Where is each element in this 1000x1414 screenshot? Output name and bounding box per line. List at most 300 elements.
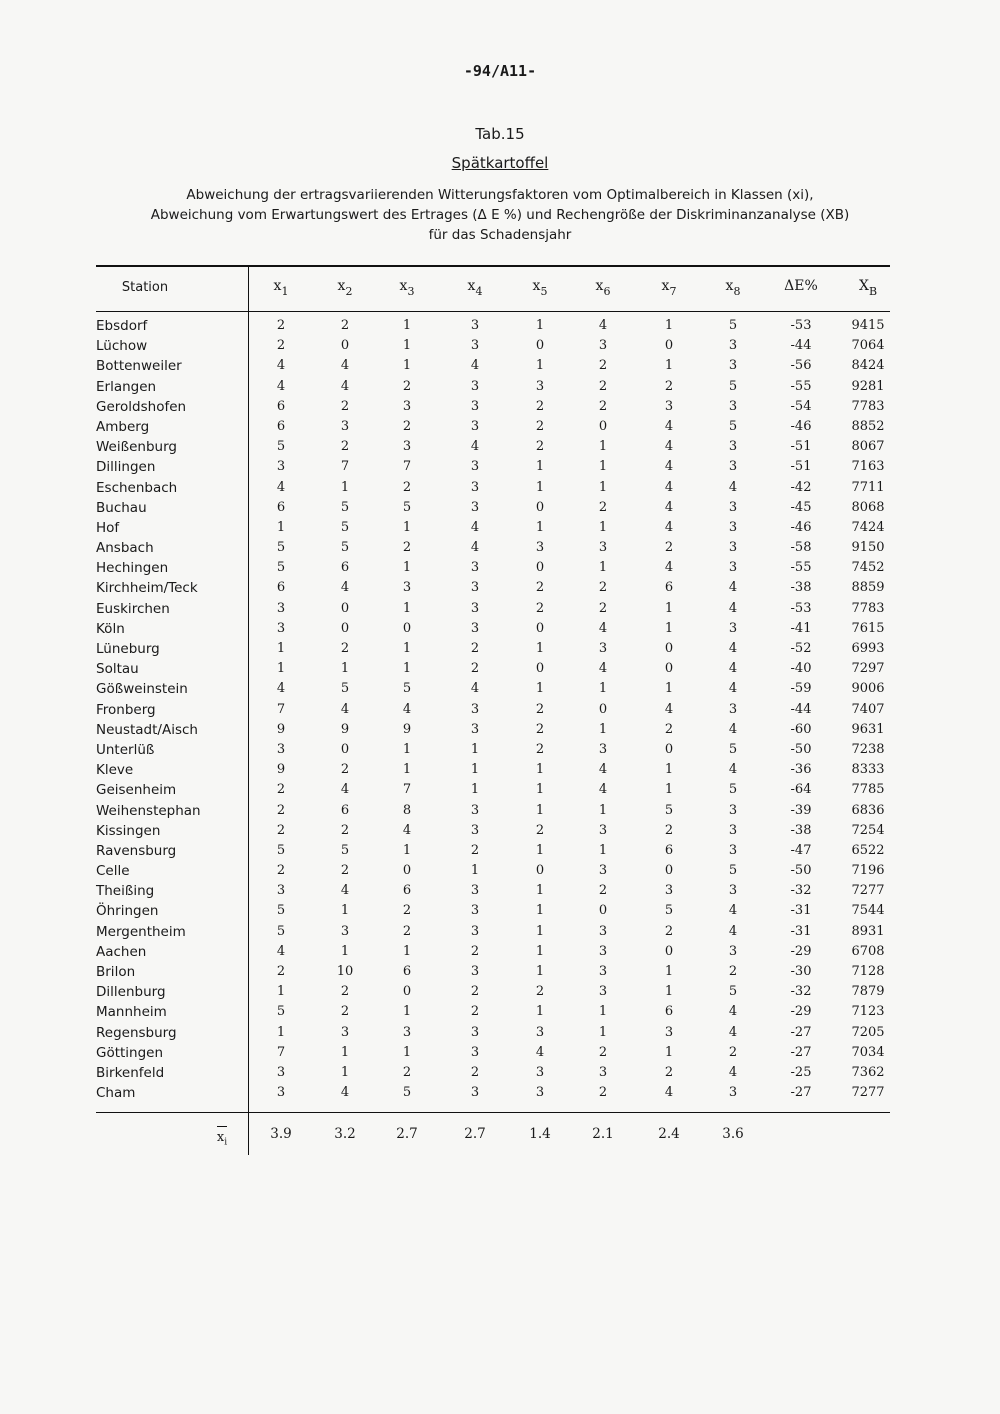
table-cell: 0 xyxy=(664,641,674,656)
table-cell: 7163 xyxy=(851,459,885,475)
table-cell: 3 xyxy=(470,580,480,596)
table-row xyxy=(0,760,1000,780)
table-cell: 6 xyxy=(402,883,412,899)
table-cell: 4 xyxy=(728,1004,738,1020)
mean-value: 2.1 xyxy=(592,1126,614,1142)
table-row xyxy=(0,578,1000,598)
table-cell: 1 xyxy=(598,519,608,535)
table-cell: 4 xyxy=(276,681,286,697)
table-cell: 5 xyxy=(340,681,350,697)
table-cell: 3 xyxy=(598,943,608,959)
table-cell: 3 xyxy=(728,883,738,899)
table-cell: 5 xyxy=(728,984,738,1000)
table-cell: 1 xyxy=(402,318,412,333)
table-cell: 2 xyxy=(340,822,350,838)
table-cell: 7407 xyxy=(851,701,885,717)
table-cell: 3 xyxy=(470,802,480,818)
table-row xyxy=(0,982,1000,1002)
table-cell: 1 xyxy=(535,842,545,858)
table-cell: 2 xyxy=(470,842,480,858)
table-row xyxy=(0,457,1000,477)
table-cell: 2 xyxy=(276,964,286,979)
station-name: Celle xyxy=(96,863,130,880)
mean-row-label: $x_i$ xyxy=(212,1126,232,1153)
table-cell: 2 xyxy=(535,741,545,757)
table-cell: 4 xyxy=(340,883,350,899)
table-cell: 3 xyxy=(598,641,608,656)
table-cell: 4 xyxy=(728,903,738,919)
table-cell: 2 xyxy=(664,721,674,737)
station-name: Mannheim xyxy=(96,1004,167,1021)
table-cell: 1 xyxy=(664,318,674,333)
table-cell: 1 xyxy=(402,560,412,576)
table-cell: 4 xyxy=(728,580,738,596)
table-cell: 2 xyxy=(402,540,412,556)
table-cell: 1 xyxy=(535,964,545,979)
table-cell: 3 xyxy=(598,741,608,757)
table-row xyxy=(0,881,1000,901)
table-cell: 4 xyxy=(340,782,350,798)
table-cell: 3 xyxy=(470,1085,480,1101)
table-row xyxy=(0,679,1000,699)
table-cell: 5 xyxy=(664,802,674,818)
table-cell: 4 xyxy=(728,1024,738,1040)
table-cell: 4 xyxy=(470,358,480,374)
table-cell: 1 xyxy=(535,903,545,919)
table-cell: -46 xyxy=(790,519,812,535)
table-cell: 1 xyxy=(470,741,480,757)
table-cell: 3 xyxy=(598,338,608,354)
table-cell: 2 xyxy=(276,318,286,333)
table-cell: -32 xyxy=(790,883,812,899)
station-name: Euskirchen xyxy=(96,600,170,617)
table-cell: 9 xyxy=(340,721,350,737)
column-header-x5: $x_5$ xyxy=(532,278,548,298)
table-cell: 3 xyxy=(402,439,412,455)
table-cell: 8067 xyxy=(851,439,885,455)
table-cell: 1 xyxy=(535,782,545,798)
table-cell: -58 xyxy=(790,540,812,556)
table-cell: 4 xyxy=(728,600,738,616)
column-header-x7: $x_7$ xyxy=(661,278,677,298)
station-name: Dillingen xyxy=(96,459,156,476)
table-row xyxy=(0,841,1000,861)
table-cell: 5 xyxy=(276,560,286,576)
table-row xyxy=(0,861,1000,881)
table-cell: 2 xyxy=(598,499,608,515)
table-cell: 0 xyxy=(664,338,674,354)
table-cell: 2 xyxy=(535,580,545,596)
table-cell: 3 xyxy=(470,620,480,636)
table-cell: 8424 xyxy=(851,358,885,374)
table-top-rule xyxy=(96,265,890,267)
table-cell: 3 xyxy=(276,459,286,475)
mean-value: 2.7 xyxy=(464,1126,486,1142)
table-cell: 7034 xyxy=(851,1044,885,1060)
station-name: Eschenbach xyxy=(96,479,178,496)
station-name: Soltau xyxy=(96,661,139,678)
table-cell: 7783 xyxy=(851,600,885,616)
table-cell: 0 xyxy=(664,863,674,879)
table-cell: -41 xyxy=(790,620,812,636)
station-name: Regensburg xyxy=(96,1024,177,1041)
table-cell: 1 xyxy=(664,1044,674,1060)
table-cell: -53 xyxy=(790,318,812,333)
table-cell: 5 xyxy=(276,842,286,858)
station-name: Buchau xyxy=(96,499,147,516)
table-row xyxy=(0,336,1000,356)
table-cell: 4 xyxy=(664,499,674,515)
table-cell: 3 xyxy=(470,600,480,616)
table-cell: 1 xyxy=(598,560,608,576)
mean-value: 2.4 xyxy=(658,1126,680,1142)
table-cell: 1 xyxy=(340,1044,350,1060)
table-cell: 3 xyxy=(470,499,480,515)
table-cell: 3 xyxy=(276,600,286,616)
table-cell: 7277 xyxy=(851,1085,885,1101)
table-cell: 5 xyxy=(402,681,412,697)
table-cell: 1 xyxy=(402,661,412,677)
table-cell: 3 xyxy=(470,883,480,899)
table-cell: -53 xyxy=(790,600,812,616)
station-name: Weihenstephan xyxy=(96,802,201,819)
table-cell: -38 xyxy=(790,580,812,596)
table-cell: 1 xyxy=(664,620,674,636)
table-cell: 3 xyxy=(598,964,608,979)
table-cell: 7128 xyxy=(851,964,885,979)
table-cell: 1 xyxy=(340,903,350,919)
column-header-x4: $x_4$ xyxy=(467,278,483,298)
table-cell: 5 xyxy=(276,540,286,556)
table-cell: 3 xyxy=(664,398,674,414)
table-cell: 1 xyxy=(598,459,608,475)
table-cell: 1 xyxy=(276,984,286,1000)
table-cell: 6 xyxy=(276,418,286,434)
table-cell: 1 xyxy=(664,782,674,798)
table-cell: 7196 xyxy=(851,863,885,879)
table-cell: -50 xyxy=(790,863,812,879)
station-name: Öhringen xyxy=(96,903,159,920)
station-name: Lüneburg xyxy=(96,641,160,657)
table-cell: 2 xyxy=(470,661,480,677)
table-cell: 5 xyxy=(340,540,350,556)
table-cell: 6 xyxy=(664,842,674,858)
table-cell: 3 xyxy=(728,822,738,838)
table-cell: 1 xyxy=(535,883,545,899)
table-cell: 2 xyxy=(598,1044,608,1060)
table-cell: -51 xyxy=(790,459,812,475)
station-name: Mergentheim xyxy=(96,923,186,940)
table-row xyxy=(0,700,1000,720)
table-cell: 3 xyxy=(728,519,738,535)
table-cell: 4 xyxy=(402,822,412,838)
table-cell: -46 xyxy=(790,418,812,434)
table-cell: 3 xyxy=(535,1085,545,1101)
table-cell: 6 xyxy=(402,964,412,979)
station-name: Hechingen xyxy=(96,560,169,577)
table-cell: 1 xyxy=(598,439,608,455)
table-row xyxy=(0,801,1000,821)
station-name: Kirchheim/Teck xyxy=(96,580,198,597)
table-cell: 4 xyxy=(340,378,350,394)
table-cell: 2 xyxy=(598,358,608,374)
table-cell: 4 xyxy=(664,519,674,535)
table-row xyxy=(0,922,1000,942)
table-cell: 1 xyxy=(535,459,545,475)
table-cell: 3 xyxy=(276,1085,286,1101)
table-cell: 1 xyxy=(470,762,480,778)
table-cell: 5 xyxy=(340,842,350,858)
table-cell: 1 xyxy=(402,943,412,959)
station-name: Hof xyxy=(96,519,120,536)
table-cell: 0 xyxy=(402,984,412,1000)
station-name: Köln xyxy=(96,620,125,637)
column-header-x1: $x_1$ xyxy=(273,278,289,298)
table-row xyxy=(0,558,1000,578)
table-cell: 7785 xyxy=(851,782,885,798)
table-cell: 2 xyxy=(276,822,286,838)
table-cell: 2 xyxy=(728,964,738,979)
table-cell: 3 xyxy=(470,398,480,414)
table-cell: 3 xyxy=(470,1044,480,1060)
table-row xyxy=(0,478,1000,498)
table-cell: 3 xyxy=(470,701,480,717)
table-cell: 1 xyxy=(402,358,412,374)
station-name: Bottenweiler xyxy=(96,358,182,375)
table-cell: 3 xyxy=(470,923,480,939)
table-row xyxy=(0,901,1000,921)
table-cell: 4 xyxy=(340,580,350,596)
table-cell: 3 xyxy=(276,741,286,757)
table-cell: 1 xyxy=(276,641,286,656)
column-header-x8: $x_8$ xyxy=(725,278,741,298)
table-cell: 3 xyxy=(470,378,480,394)
table-cell: -54 xyxy=(790,398,812,414)
table-cell: 2 xyxy=(340,863,350,879)
table-cell: -51 xyxy=(790,439,812,455)
table-cell: 0 xyxy=(664,661,674,677)
table-cell: 2 xyxy=(276,338,286,354)
table-cell: 7205 xyxy=(851,1024,885,1040)
station-name: Ansbach xyxy=(96,540,154,557)
table-cell: 4 xyxy=(664,701,674,717)
station-name: Ebsdorf xyxy=(96,318,148,334)
table-cell: 1 xyxy=(276,519,286,535)
table-cell: 8333 xyxy=(851,762,885,778)
table-cell: 9006 xyxy=(851,681,885,697)
table-cell: 2 xyxy=(664,923,674,939)
table-cell: 4 xyxy=(728,661,738,677)
table-cell: 0 xyxy=(598,903,608,919)
table-cell: 2 xyxy=(402,378,412,394)
table-cell: 5 xyxy=(402,1085,412,1101)
table-cell: 7297 xyxy=(851,661,885,677)
table-cell: 4 xyxy=(728,721,738,737)
table-cell: 3 xyxy=(598,984,608,1000)
table-cell: -27 xyxy=(790,1044,812,1060)
table-cell: 2 xyxy=(470,1064,480,1080)
table-cell: -30 xyxy=(790,964,812,979)
table-cell: -31 xyxy=(790,903,812,919)
table-cell: 0 xyxy=(598,701,608,717)
table-cell: 1 xyxy=(598,1024,608,1040)
table-cell: 8852 xyxy=(851,418,885,434)
table-cell: 5 xyxy=(728,741,738,757)
station-name: Birkenfeld xyxy=(96,1064,165,1081)
table-cell: 2 xyxy=(340,762,350,778)
table-cell: -32 xyxy=(790,984,812,1000)
table-cell: 5 xyxy=(276,439,286,455)
table-cell: -55 xyxy=(790,378,812,394)
table-cell: 3 xyxy=(340,923,350,939)
table-cell: -27 xyxy=(790,1085,812,1101)
table-row xyxy=(0,639,1000,659)
table-cell: 1 xyxy=(598,1004,608,1020)
table-cell: 0 xyxy=(598,418,608,434)
table-cell: 9281 xyxy=(851,378,885,394)
table-cell: -60 xyxy=(790,721,812,737)
mean-value: 1.4 xyxy=(529,1126,551,1142)
table-bottom-rule xyxy=(96,1112,890,1113)
table-row xyxy=(0,316,1000,336)
table-cell: 3 xyxy=(470,459,480,475)
table-cell: 5 xyxy=(340,499,350,515)
table-cell: 3 xyxy=(728,842,738,858)
table-cell: 2 xyxy=(340,318,350,333)
table-cell: 6 xyxy=(276,580,286,596)
table-cell: 4 xyxy=(276,943,286,959)
table-cell: 2 xyxy=(664,822,674,838)
caption-line: Abweichung der ertragsvariierenden Witterungsfaktoren vom Optimalbereich in Klassen (xi), xyxy=(186,187,814,203)
table-row xyxy=(0,720,1000,740)
table-cell: 4 xyxy=(276,479,286,495)
mean-value: 3.2 xyxy=(334,1126,356,1142)
table-cell: 7783 xyxy=(851,398,885,414)
table-cell: 1 xyxy=(402,338,412,354)
table-cell: 3 xyxy=(728,943,738,959)
table-cell: 3 xyxy=(402,398,412,414)
station-name: Cham xyxy=(96,1085,136,1102)
table-cell: -40 xyxy=(790,661,812,677)
table-cell: 1 xyxy=(402,842,412,858)
table-title-text: Spätkartoffel xyxy=(451,154,549,172)
mean-row xyxy=(0,1126,1000,1150)
column-header-x6: $x_6$ xyxy=(595,278,611,298)
table-cell: 1 xyxy=(535,479,545,495)
table-cell: 3 xyxy=(728,338,738,354)
table-cell: 6 xyxy=(276,398,286,414)
table-cell: 2 xyxy=(598,378,608,394)
table-cell: 2 xyxy=(276,782,286,798)
caption-line: für das Schadensjahr xyxy=(428,227,572,243)
table-cell: 3 xyxy=(598,923,608,939)
station-name: Kleve xyxy=(96,762,134,779)
table-cell: 1 xyxy=(340,661,350,677)
table-cell: 1 xyxy=(535,1004,545,1020)
table-cell: 7 xyxy=(402,459,412,475)
table-cell: 5 xyxy=(728,318,738,333)
table-cell: 1 xyxy=(598,721,608,737)
table-cell: 1 xyxy=(535,318,545,333)
table-cell: 7879 xyxy=(851,984,885,1000)
table-cell: 0 xyxy=(664,741,674,757)
table-cell: 2 xyxy=(535,600,545,616)
station-name: Erlangen xyxy=(96,378,157,395)
table-cell: 7238 xyxy=(851,741,885,757)
table-row xyxy=(0,1002,1000,1022)
table-cell: 4 xyxy=(470,519,480,535)
table-cell: 3 xyxy=(470,721,480,737)
table-row xyxy=(0,417,1000,437)
table-cell: 3 xyxy=(728,1085,738,1101)
table-cell: 1 xyxy=(402,519,412,535)
table-cell: 4 xyxy=(598,782,608,798)
table-cell: 0 xyxy=(402,863,412,879)
table-cell: 2 xyxy=(535,822,545,838)
table-cell: 4 xyxy=(728,681,738,697)
table-cell: 3 xyxy=(728,459,738,475)
table-cell: 4 xyxy=(470,439,480,455)
table-cell: 1 xyxy=(664,762,674,778)
table-cell: -59 xyxy=(790,681,812,697)
table-cell: 1 xyxy=(598,479,608,495)
table-cell: 7064 xyxy=(851,338,885,354)
table-row xyxy=(0,659,1000,679)
table-cell: -55 xyxy=(790,560,812,576)
table-cell: 1 xyxy=(535,681,545,697)
table-cell: 9 xyxy=(276,762,286,778)
table-cell: 1 xyxy=(535,943,545,959)
table-cell: 9415 xyxy=(851,318,885,333)
table-cell: 9150 xyxy=(851,540,885,556)
table-cell: 3 xyxy=(470,318,480,333)
station-name: Weißenburg xyxy=(96,439,177,456)
table-cell: 2 xyxy=(664,378,674,394)
table-cell: 4 xyxy=(340,1085,350,1101)
table-cell: 3 xyxy=(402,580,412,596)
table-row xyxy=(0,599,1000,619)
table-cell: 9 xyxy=(402,721,412,737)
table-cell: 2 xyxy=(402,1064,412,1080)
table-cell: 7254 xyxy=(851,822,885,838)
table-header-rule xyxy=(96,311,890,312)
table-cell: 1 xyxy=(340,479,350,495)
table-row xyxy=(0,518,1000,538)
table-cell: 3 xyxy=(728,499,738,515)
table-cell: 3 xyxy=(598,1064,608,1080)
table-cell: 2 xyxy=(470,641,480,656)
table-cell: 4 xyxy=(664,439,674,455)
table-cell: 10 xyxy=(336,964,354,979)
table-cell: 2 xyxy=(598,580,608,596)
table-cell: -56 xyxy=(790,358,812,374)
table-cell: 2 xyxy=(598,398,608,414)
table-cell: 2 xyxy=(340,984,350,1000)
station-name: Brilon xyxy=(96,964,136,980)
table-cell: 4 xyxy=(276,378,286,394)
table-cell: 7711 xyxy=(851,479,885,495)
table-cell: 7424 xyxy=(851,519,885,535)
column-header-x2: $x_2$ xyxy=(337,278,353,298)
table-cell: 3 xyxy=(470,338,480,354)
table-header xyxy=(0,270,1000,310)
table-cell: 2 xyxy=(598,1085,608,1101)
table-cell: 3 xyxy=(598,863,608,879)
mean-value: 3.9 xyxy=(270,1126,292,1142)
table-row xyxy=(0,356,1000,376)
table-cell: -42 xyxy=(790,479,812,495)
station-name: Lüchow xyxy=(96,338,148,355)
